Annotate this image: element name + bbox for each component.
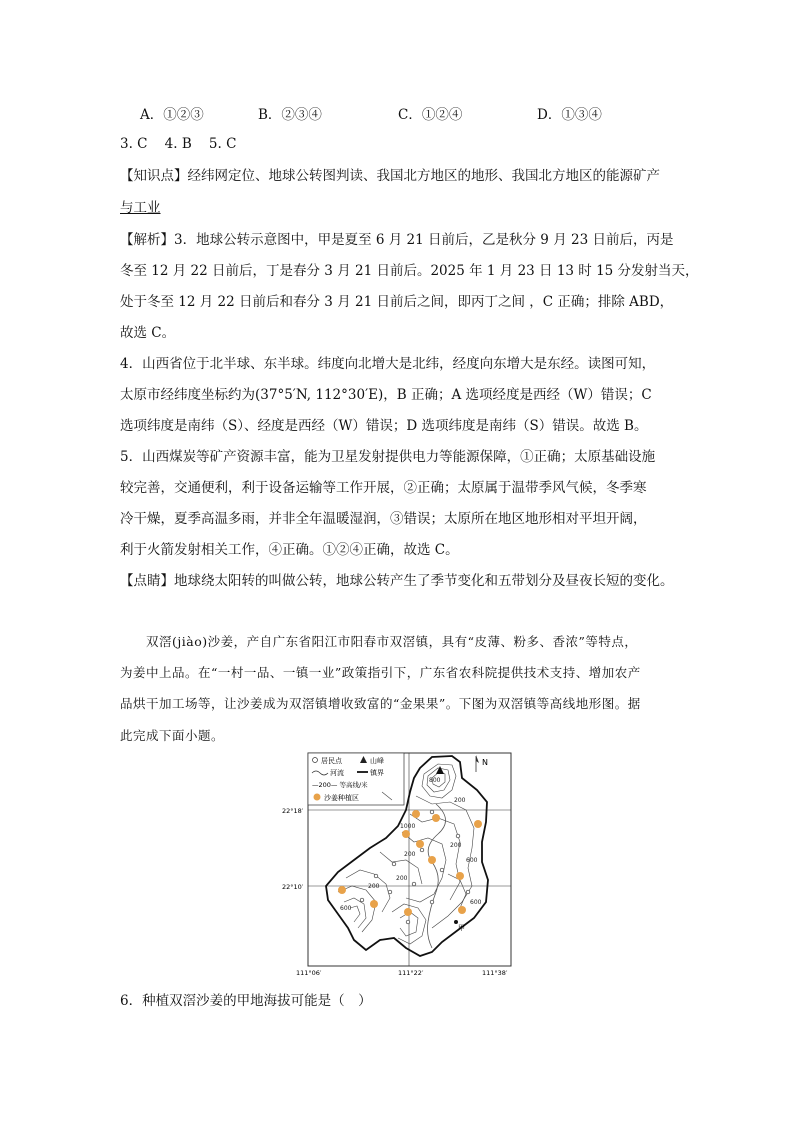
lat-label: 22°18′	[282, 807, 304, 815]
legend-settlement: 居民点	[321, 757, 342, 765]
legend-contour: —200— 等高线/米	[312, 781, 368, 789]
analysis-q3-line2: 冬至 12 月 22 日前后，丁是春分 3 月 21 日前后。2025 年 1 月 23 日 13 时 15 分发射当天，	[120, 263, 699, 279]
analysis-q4-line1: 4．山西省位于北半球、东半球。纬度向北增大是北纬，经度向东增大是东经。读图可知，	[120, 356, 656, 372]
lon-label: 111°22′	[398, 969, 424, 977]
lon-label: 111°38′	[482, 969, 508, 977]
north-label: N	[482, 758, 488, 767]
analysis-q4-line3: 选项纬度是南纬（S）、经度是西经（W）错误；D 选项纬度是南纬（S）错误。故选 B。	[120, 418, 648, 434]
contour-label: 200	[368, 883, 380, 890]
analysis-q5-line3: 冷干燥，夏季高温多雨，并非全年温暖湿润，③错误；太原所在地区地形相对平坦开阔，	[120, 511, 647, 527]
legend-plantation-icon	[314, 794, 321, 801]
lon-label: 111°06′	[296, 969, 322, 977]
knowledge-point-line1: 【知识点】经纬网定位、地球公转图判读、我国北方地区的地形、我国北方地区的能源矿产	[120, 168, 660, 184]
contour-label: 200	[450, 842, 462, 849]
analysis-q3-line3: 处于冬至 12 月 22 日前后和春分 3 月 21 日前后之间，即丙丁之间 ，C 正确；排除 ABD，	[120, 294, 674, 310]
contour-label: 600	[470, 899, 482, 906]
contour-map-svg	[282, 752, 514, 978]
analysis-q5-line1: 5．山西煤炭等矿产资源丰富，能为卫星发射提供电力等能源保障，①正确；太原基础设施	[120, 449, 656, 465]
analysis-q4-line2: 太原市经纬度坐标约为(37°5′N, 112°30′E)，B 正确；A 选项经度是西经（W）错误；C	[120, 387, 652, 403]
analysis-q3-line1: 【解析】3．地球公转示意图中，甲是夏至 6 月 21 日前后，乙是秋分 9 月 23 日前后，丙是	[120, 232, 674, 248]
contour-label: 600	[340, 905, 352, 912]
analysis-q3-line4: 故选 C。	[120, 325, 176, 341]
legend-boundary: 镇界	[370, 769, 384, 777]
contour-label: 200	[396, 875, 408, 882]
place-jia-label: 甲	[458, 924, 465, 932]
contour-label: 200	[404, 851, 416, 858]
knowledge-point-line2: 与工业	[120, 200, 161, 216]
legend-peak: 山峰	[370, 757, 384, 765]
passage-line4: 此完成下面小题。	[120, 728, 225, 743]
analysis-q5-line4: 利于火箭发射相关工作，④正确。①②④正确，故选 C。	[120, 542, 459, 558]
legend-plantation: 沙姜种植区	[324, 794, 359, 802]
option-d: D．①③④	[537, 107, 602, 123]
option-a: A．①②③	[140, 107, 204, 123]
contour-map	[282, 752, 514, 978]
peak-icon	[436, 766, 444, 774]
contour-label: 600	[466, 857, 478, 864]
answers-line: 3. C 4. B 5. C	[120, 136, 237, 152]
option-b: B．②③④	[258, 107, 322, 123]
passage-line1: 双滘(jiào)沙姜，产自广东省阳江市阳春市双滘镇，具有“皮薄、粉多、香浓”等特点，	[146, 634, 638, 649]
contour-label: 1000	[400, 823, 416, 830]
tip-line: 【点睛】地球绕太阳转的叫做公转，地球公转产生了季节变化和五带划分及昼夜长短的变化。	[120, 573, 674, 589]
contour-label: 200	[454, 797, 466, 804]
north-arrow-icon	[476, 755, 479, 763]
legend-river: 河流	[330, 769, 344, 777]
lat-label: 22°10′	[282, 883, 304, 891]
question-6: 6．种植双滘沙姜的甲地海拔可能是（ ）	[120, 993, 372, 1009]
passage-line3: 品烘干加工场等，让沙姜成为双滘镇增收致富的“金果果”。下图为双滘镇等高线地形图。据	[120, 696, 641, 711]
contour-label: 800	[429, 777, 441, 784]
option-c: C．①②④	[398, 107, 463, 123]
analysis-q5-line2: 较完善，交通便利，利于设备运输等工作开展，②正确；太原属于温带季风气候，冬季寒	[120, 480, 647, 496]
river	[428, 804, 446, 948]
passage-line2: 为姜中上品。在“一村一品、一镇一业”政策指引下，广东省农科院提供技术支持、增加农产	[120, 665, 641, 680]
